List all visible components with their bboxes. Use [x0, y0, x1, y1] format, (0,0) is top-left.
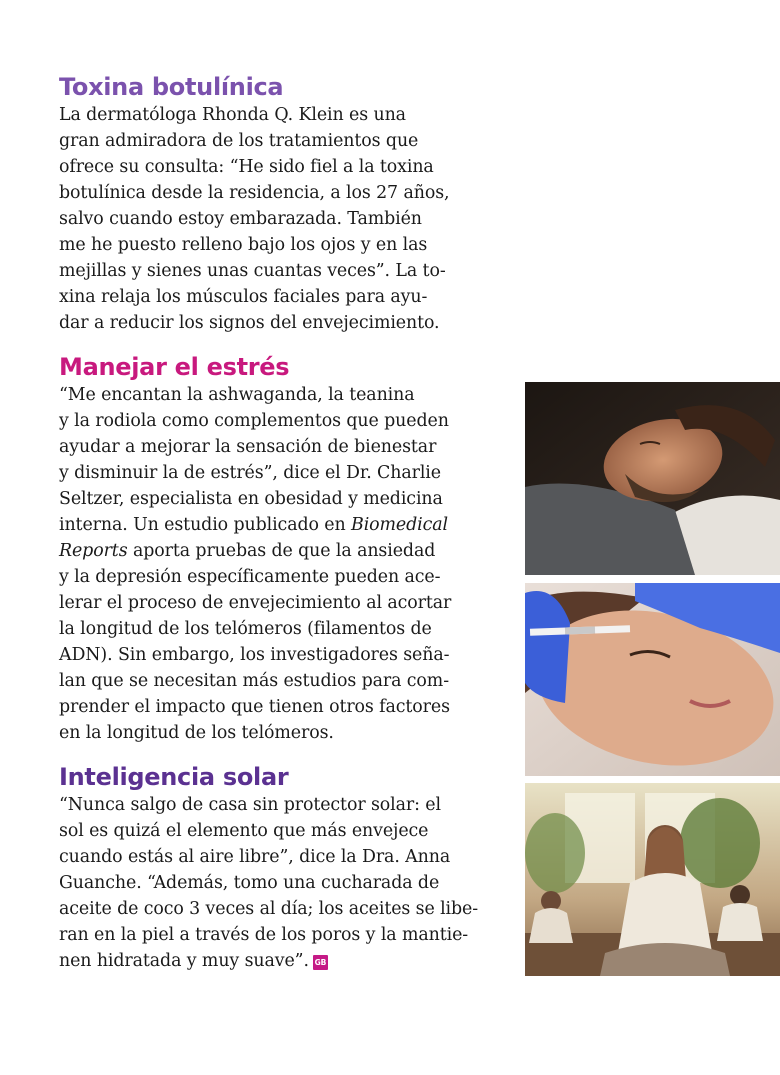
body-line: botulínica desde la residencia, a los 27 años, [59, 183, 450, 203]
body-text: aporta pruebas de que la ansiedad [127, 541, 436, 561]
body-line: la longitud de los telómeros (filamentos de [59, 619, 432, 639]
body-line: cuando estás al aire libre”, dice la Dra. Anna [59, 847, 451, 867]
journal-name: Biomedical [351, 515, 448, 535]
body-line: ADN). Sin embargo, los investigadores seña- [59, 645, 450, 665]
photo-meditation-class [525, 783, 780, 976]
body-line: gran admiradora de los tratamientos que [59, 131, 419, 151]
body-line: La dermatóloga Rhonda Q. Klein es una [59, 105, 406, 125]
body-line: xina relaja los músculos faciales para ayu- [59, 287, 428, 307]
body-line: mejillas y sienes unas cuantas veces”. La to- [59, 261, 446, 281]
body-line: Guanche. “Además, tomo una cucharada de [59, 873, 440, 893]
body-line: lerar el proceso de envejecimiento al acortar [59, 593, 452, 613]
section-body [59, 102, 509, 336]
body-line: y la depresión específicamente pueden ace- [59, 567, 441, 587]
section-title: Inteligencia solar [59, 763, 289, 791]
section-solar [59, 762, 509, 974]
body-line: ofrece su consulta: “He sido fiel a la toxina [59, 157, 434, 177]
body-line: y la rodiola como complementos que pueden [59, 411, 449, 431]
body-text: nen hidratada y muy suave”. [59, 951, 309, 971]
section-estres [59, 352, 509, 746]
body-line: aceite de coco 3 veces al día; los aceites se libe- [59, 899, 479, 919]
photo-botox-injection [525, 583, 780, 776]
body-line: prender el impacto que tienen otros factores [59, 697, 450, 717]
body-line: lan que se necesitan más estudios para com- [59, 671, 449, 691]
section-body [59, 382, 509, 746]
body-line: me he puesto relleno bajo los ojos y en las [59, 235, 428, 255]
body-line: y disminuir la de estrés”, dice el Dr. Charlie [59, 463, 441, 483]
body-line: Seltzer, especialista en obesidad y medicina [59, 489, 443, 509]
body-line: salvo cuando estoy embarazada. También [59, 209, 422, 229]
section-title: Manejar el estrés [59, 353, 290, 381]
end-badge: GB [313, 955, 328, 970]
section-title: Toxina botulínica [59, 73, 284, 101]
body-line [59, 538, 509, 564]
body-line [59, 512, 509, 538]
body-line: sol es quizá el elemento que más envejece [59, 821, 429, 841]
body-line: “Me encantan la ashwaganda, la teanina [59, 385, 415, 405]
section-toxina [59, 72, 509, 336]
article-column [59, 72, 509, 990]
body-line: “Nunca salgo de casa sin protector solar: el [59, 795, 441, 815]
body-line [59, 948, 509, 974]
journal-name: Reports [59, 541, 128, 561]
body-text: interna. Un estudio publicado en [59, 515, 352, 535]
section-body [59, 792, 509, 974]
body-line: ran en la piel a través de los poros y la mantie- [59, 925, 469, 945]
body-line: en la longitud de los telómeros. [59, 723, 334, 743]
body-line: ayudar a mejorar la sensación de bienestar [59, 437, 437, 457]
body-line: dar a reducir los signos del envejecimiento. [59, 313, 440, 333]
photo-man-sleeping [525, 382, 780, 575]
